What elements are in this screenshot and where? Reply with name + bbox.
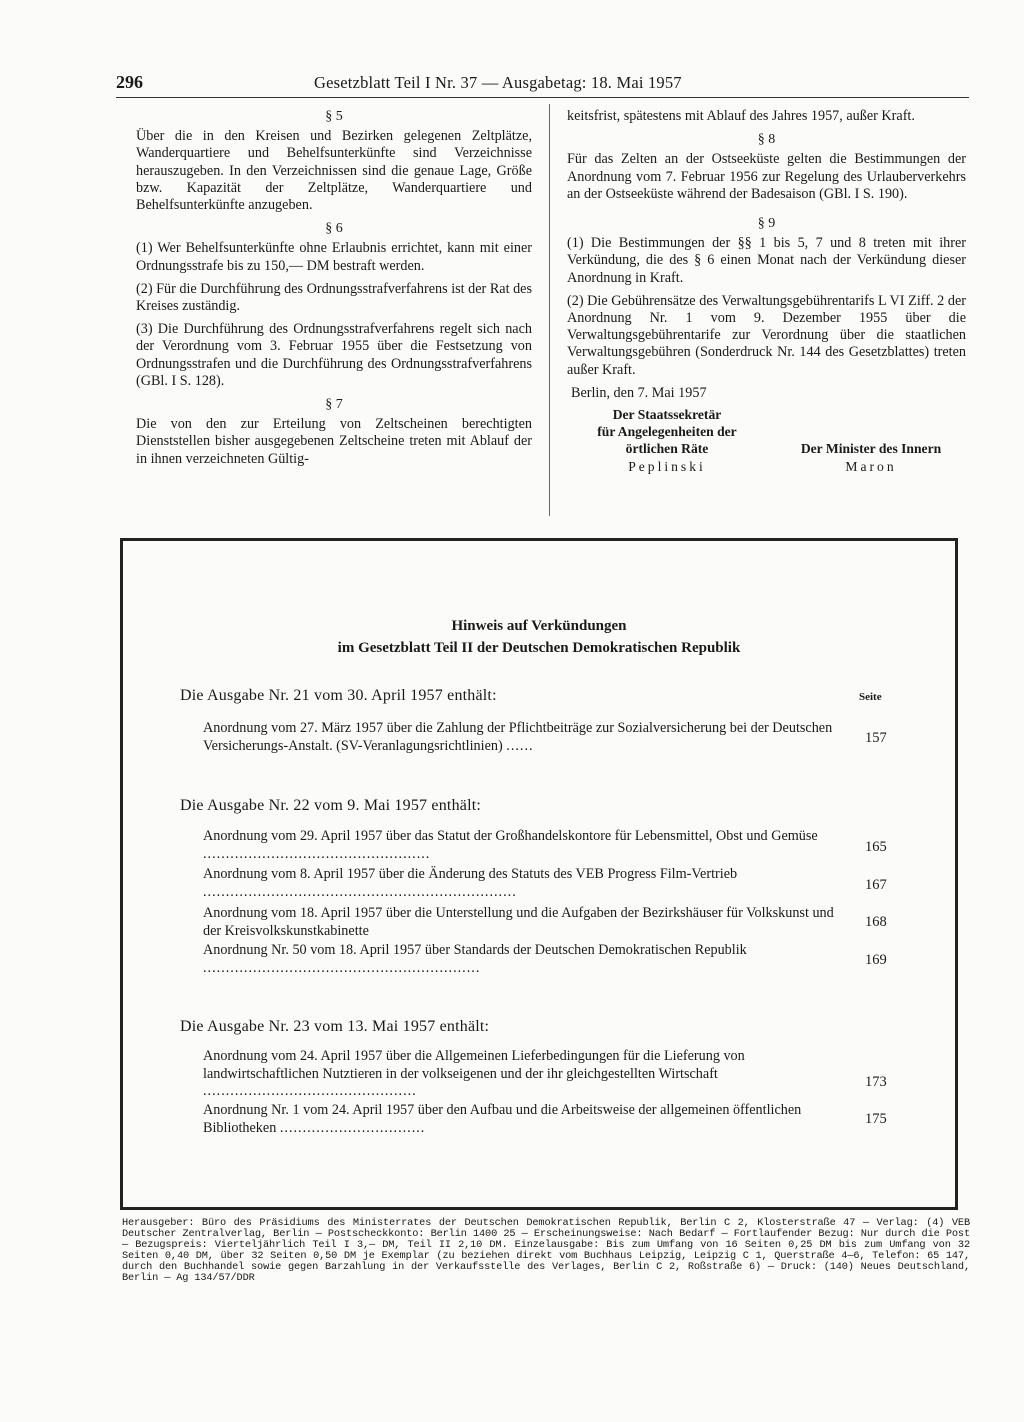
signature-2-name: Maron bbox=[845, 459, 897, 475]
entry-page-number: 168 bbox=[865, 914, 887, 930]
section-7-text: Die von den zur Erteilung von Zeltscheinen berechtigten Dienststellen bisher ausgegebenen Zeltscheine treten mit Ablauf der in ihnen verzeichneten Gültig- bbox=[136, 416, 532, 467]
issue-entry bbox=[203, 828, 843, 863]
section-6-heading: § 6 bbox=[325, 221, 343, 237]
left-column bbox=[136, 108, 532, 474]
signature-minister bbox=[773, 440, 969, 475]
section-7-continuation: keitsfrist, spätestens mit Ablauf des Jahres 1957, außer Kraft. bbox=[567, 108, 915, 124]
right-column bbox=[567, 108, 966, 496]
entry-page-number: 169 bbox=[865, 952, 887, 968]
section-9-paragraph-2: (2) Die Gebührensätze des Verwaltungsgebührentarifs L VI Ziff. 2 der Anordnung Nr. 1 vom 9. Dezember 1955 über die Verwaltungsgebührentarife zur Verordnung über die staatlichen Verwaltungsgebühren (Sonderdruck Nr. 144 des Gesetzblattes) treten außer Kraft. bbox=[567, 292, 966, 378]
section-5-text: Über die in den Kreisen und Bezirken gelegenen Zeltplätze, Wanderquartiere und Behelfsunterkünfte sind Verzeichnisse herauszugeben. In den Verzeichnissen sind die genaue Lage, Größe bzw. Kapazität der Zeltplätze, Wanderquartiere und Behelfsunterkünfte anzugeben. bbox=[136, 128, 532, 214]
entry-text: Anordnung vom 27. März 1957 über die Zahlung der Pflichtbeiträge zur Sozialversicherung bei der Deutschen Versicherungs-Anstalt. (SV-Veranlagungsrichtlinien) bbox=[203, 720, 833, 754]
entry-text: Anordnung Nr. 50 vom 18. April 1957 über Standards der Deutschen Demokratischen Republik bbox=[203, 942, 747, 958]
place-date: Berlin, den 7. Mai 1957 bbox=[571, 384, 707, 401]
issue-entry bbox=[203, 1048, 843, 1101]
header-rule bbox=[116, 97, 969, 98]
entry-leader-dots: ...... bbox=[506, 737, 534, 754]
entry-leader-dots: ............................................................. bbox=[203, 959, 481, 976]
entry-page-number: 165 bbox=[865, 839, 887, 855]
issue-heading: Die Ausgabe Nr. 22 vom 9. Mai 1957 enthält: bbox=[180, 797, 482, 814]
column-divider bbox=[549, 104, 550, 516]
entry-text: Anordnung vom 18. April 1957 über die Unterstellung und die Aufgaben der Bezirkshäuser für Volkskunst und der Kreisvolkskunstkabinette bbox=[203, 905, 834, 939]
section-6-paragraph-2: (2) Für die Durchführung des Ordnungsstrafverfahrens ist der Rat des Kreises zuständig. bbox=[136, 280, 532, 315]
page-column-label: Seite bbox=[859, 691, 882, 703]
issue-heading: Die Ausgabe Nr. 23 vom 13. Mai 1957 enthält: bbox=[180, 1018, 490, 1035]
entry-leader-dots: ............................................... bbox=[203, 1083, 417, 1099]
issue-entry bbox=[203, 905, 843, 940]
signatures bbox=[567, 406, 966, 496]
entry-text: Anordnung vom 8. April 1957 über die Änderung des Statuts des VEB Progress Film-Vertrieb bbox=[203, 866, 738, 882]
imprint-footer bbox=[122, 1218, 970, 1284]
signature-1-line-3: örtlichen Räte bbox=[625, 441, 709, 457]
section-8-heading: § 8 bbox=[757, 132, 776, 148]
entry-text: Anordnung vom 24. April 1957 über die Allgemeinen Lieferbedingungen für die Lieferung von landwirtschaftlichen Nutztieren in der volkseigenen und der ihr gleichgestellten Wirtschaft bbox=[203, 1048, 745, 1082]
entry-leader-dots: .................................................. bbox=[203, 845, 431, 862]
section-8-text: Für das Zelten an der Ostseeküste gelten die Bestimmungen der Anordnung vom 7. Februar 1956 zur Regelung des Urlauberverkehrs an der Ostseeküste während der Badesaison (GBl. I S. 190). bbox=[567, 151, 966, 202]
entry-page-number: 175 bbox=[865, 1111, 887, 1127]
imprint-text: Herausgeber: Büro des Präsidiums des Ministerrates der Deutschen Demokratischen Republik, Berlin C 2, Klosterstraße 47 — Verlag: (4) VEB Deutscher Zentralverlag, Berlin — Postscheckkonto: Berlin 1400 25 — Erscheinungsweise: Nach Bedarf — Fortlaufender Bezug: Nur durch die Post — Bezugspreis: Vierteljährlich Teil I 3,— DM, Teil II 2,10 DM. Einzelausgabe: Bis zum Umfang von 16 Seiten 0,25 DM bis zum Umfang von 32 Seiten 0,40 DM, über 32 Seiten 0,50 DM je Exemplar (zu beziehen direkt vom Buchhaus Leipzig, Leipzig C 1, Querstraße 4—6, Telefon: 65 147, durch den Buchhandel sowie gegen Barzahlung in der Verkaufsstelle des Verlages, Berlin C 2, Roßstraße 6) — Druck: (140) Neues Deutschland, Berlin — Ag 134/57/DDR bbox=[122, 1217, 970, 1284]
issue-entry bbox=[203, 942, 843, 977]
section-6-paragraph-1: (1) Wer Behelfsunterkünfte ohne Erlaubnis errichtet, kann mit einer Ordnungsstrafe bis zu 150,— DM bestraft werden. bbox=[136, 240, 532, 274]
issue-title: Gesetzblatt Teil I Nr. 37 — Ausgabetag: 18. Mai 1957 bbox=[314, 73, 682, 92]
signature-1-line-1: Der Staatssekretär bbox=[612, 407, 722, 423]
section-9-paragraph-1: (1) Die Bestimmungen der §§ 1 bis 5, 7 und 8 treten mit ihrer Verkündung, die des § 6 einen Monat nach der Verkündung dieser Anordnung in Kraft. bbox=[567, 235, 966, 286]
signature-1-line-2: für Angelegenheiten der bbox=[597, 424, 737, 440]
notice-title bbox=[123, 615, 955, 659]
running-header bbox=[116, 72, 966, 96]
section-6-paragraph-3: (3) Die Durchführung des Ordnungsstrafverfahrens regelt sich nach der Verordnung vom 3. Februar 1955 über die Festsetzung von Ordnungsstrafen und die Durchführung des Ordnungsstrafverfahrens (GBl. I S. 128). bbox=[136, 321, 532, 389]
entry-leader-dots: ..................................................................... bbox=[203, 883, 517, 900]
section-5-heading: § 5 bbox=[325, 109, 343, 124]
section-7-heading: § 7 bbox=[325, 397, 343, 413]
issue-entry bbox=[203, 866, 843, 901]
issue-entry bbox=[203, 720, 843, 755]
signature-state-secretary bbox=[567, 406, 767, 475]
issue-heading: Die Ausgabe Nr. 21 vom 30. April 1957 enthält: bbox=[180, 687, 497, 704]
notice-title-line-2: im Gesetzblatt Teil II der Deutschen Demokratischen Republik bbox=[337, 640, 741, 656]
issue-entry bbox=[203, 1102, 843, 1137]
entry-text: Anordnung vom 29. April 1957 über das Statut der Großhandelskontore für Lebensmittel, Obst und Gemüse bbox=[203, 828, 818, 844]
notice-box bbox=[120, 538, 958, 1210]
entry-leader-dots: ................................ bbox=[279, 1119, 426, 1136]
signature-1-name: Peplinski bbox=[628, 459, 706, 475]
section-9-heading: § 9 bbox=[757, 216, 776, 232]
entry-page-number: 173 bbox=[865, 1074, 887, 1090]
signature-2-title: Der Minister des Innern bbox=[800, 441, 942, 457]
notice-title-line-1: Hinweis auf Verkündungen bbox=[451, 618, 627, 634]
page-number: 296 bbox=[116, 72, 143, 92]
entry-page-number: 167 bbox=[865, 877, 887, 893]
entry-page-number: 157 bbox=[865, 730, 887, 746]
entry-text: Anordnung Nr. 1 vom 24. April 1957 über den Aufbau und die Arbeitsweise der allgemeinen öffentlichen Bibliotheken bbox=[203, 1102, 802, 1136]
